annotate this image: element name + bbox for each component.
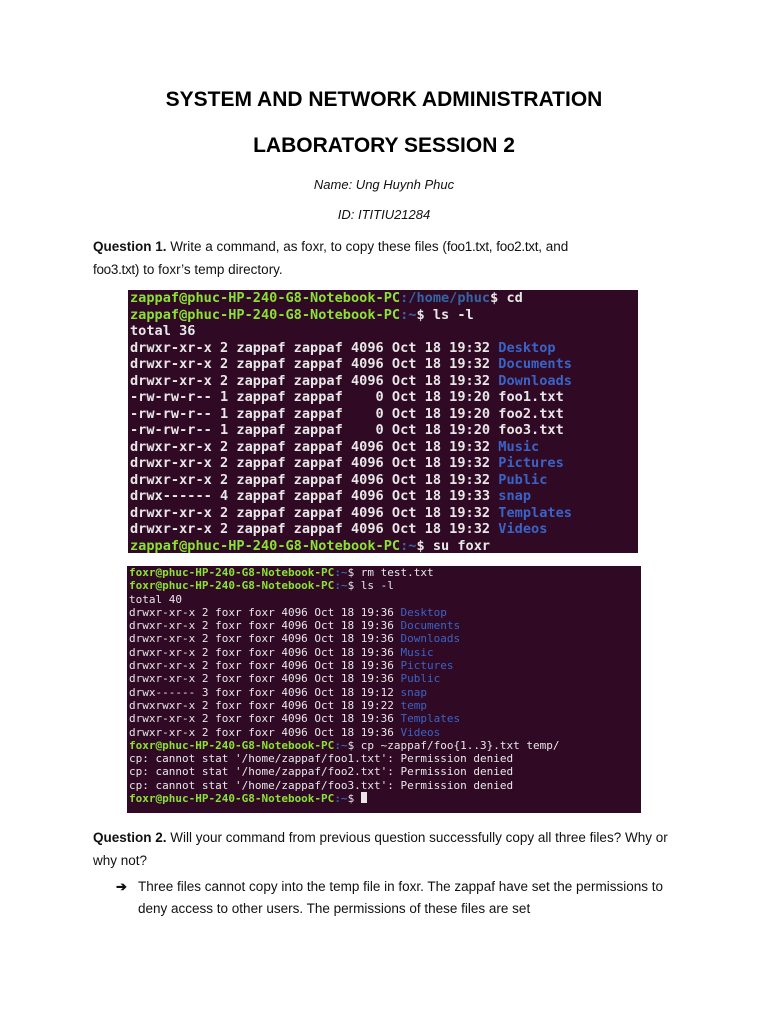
prompt-user: zappaf@phuc-HP-240-G8-Notebook-PC [130, 306, 401, 323]
terminal-line [127, 739, 641, 752]
prompt-user: foxr@phuc-HP-240-G8-Notebook-PC [129, 738, 335, 752]
terminal-line [127, 779, 641, 792]
listing-dir-name: Desktop [400, 605, 447, 619]
listing-dir-name: Documents [498, 356, 572, 372]
arrow-right-icon: ➔ [116, 879, 127, 894]
listing-attributes: drwxr-xr-x 2 zappaf zappaf 4096 Oct 18 19:32 [130, 521, 499, 537]
output-text: total 40 [129, 592, 182, 606]
prompt-path: :~ [334, 566, 348, 579]
output-text: total 36 [130, 323, 196, 339]
terminal-line [128, 455, 638, 472]
listing-attributes: drwxr-xr-x 2 foxr foxr 4096 Oct 18 19:36 [129, 632, 401, 646]
listing-dir-name: Music [400, 645, 434, 659]
terminal-line [128, 323, 638, 340]
listing-dir-name: snap [498, 488, 532, 504]
listing-attributes: drwxr-xr-x 2 foxr foxr 4096 Oct 18 19:36 [129, 672, 401, 686]
terminal-line [128, 505, 638, 522]
listing-dir-name: Videos [400, 725, 441, 739]
student-id: ID: ITITIU21284 [337, 207, 431, 222]
command-text: $ ls -l [416, 306, 474, 323]
terminal-screenshot-zappaf [128, 290, 638, 553]
listing-attributes: drwxr-xr-x 2 zappaf zappaf 4096 Oct 18 19:32 [130, 504, 499, 521]
prompt-user: foxr@phuc-HP-240-G8-Notebook-PC [129, 566, 335, 579]
listing-attributes: drwxr-xr-x 2 zappaf zappaf 4096 Oct 18 19:32 [130, 339, 499, 356]
prompt-user: foxr@phuc-HP-240-G8-Notebook-PC [129, 579, 335, 593]
document-subtitle: LABORATORY SESSION 2 [253, 134, 515, 157]
command-text: $ su foxr [416, 537, 491, 553]
listing-dir-name: Videos [498, 521, 548, 537]
terminal-line [127, 699, 641, 712]
terminal-line [127, 726, 641, 739]
prompt-user: zappaf@phuc-HP-240-G8-Notebook-PC [130, 537, 401, 553]
command-text: $ rm test.txt [347, 566, 434, 579]
terminal-line [128, 307, 638, 324]
question-1-sep1: , [488, 239, 497, 254]
prompt-path: :/home/phuc [400, 290, 491, 306]
listing-attributes: drwxr-xr-x 2 foxr foxr 4096 Oct 18 19:36 [129, 659, 401, 673]
listing-dir-name: Music [498, 438, 540, 455]
question-1-text-b: ) to foxr’s temp directory. [134, 262, 283, 277]
terminal-line [127, 659, 641, 672]
listing-file-name: foo2.txt [498, 405, 564, 422]
output-text: cp: cannot stat '/home/zappaf/foo3.txt': Permission denied [129, 778, 514, 792]
terminal-line [128, 340, 638, 357]
prompt-path: :~ [334, 792, 348, 806]
listing-dir-name: Templates [498, 504, 572, 521]
listing-attributes: -rw-rw-r-- 1 zappaf zappaf 0 Oct 18 19:20 [130, 405, 499, 422]
command-text: $ [347, 792, 361, 806]
student-name: Name: Ung Huynh Phuc [313, 177, 455, 192]
command-text: $ cd [490, 290, 523, 306]
terminal-line [127, 606, 641, 619]
listing-dir-name: Desktop [498, 339, 556, 356]
terminal-line [128, 488, 638, 505]
terminal-line [128, 439, 638, 456]
listing-attributes: drwxr-xr-x 2 foxr foxr 4096 Oct 18 19:36 [129, 725, 401, 739]
terminal-line [128, 389, 638, 406]
terminal-line [128, 472, 638, 489]
prompt-path: :~ [400, 537, 417, 553]
question-2 [93, 826, 683, 872]
question-2-label: Question 2. [93, 830, 167, 845]
answer-2-text: Three files cannot copy into the temp file in foxr. The zappaf have set the permissions to deny access to other users. The permissions of these files are set [138, 879, 664, 916]
listing-dir-name: Documents [400, 619, 461, 633]
file-name-foo3: foo3.txt [93, 262, 135, 277]
terminal-line [127, 579, 641, 592]
listing-attributes: drwxr-xr-x 2 zappaf zappaf 4096 Oct 18 19:32 [130, 438, 499, 455]
prompt-user: zappaf@phuc-HP-240-G8-Notebook-PC [130, 290, 401, 306]
listing-file-name: foo3.txt [498, 422, 564, 438]
output-text: cp: cannot stat '/home/zappaf/foo2.txt': Permission denied [129, 765, 514, 779]
terminal-line [128, 290, 638, 307]
prompt-user: foxr@phuc-HP-240-G8-Notebook-PC [129, 792, 335, 806]
terminal-line [128, 521, 638, 538]
file-name-foo2: foo2.txt [496, 239, 539, 254]
terminal-line [127, 566, 641, 579]
listing-attributes: drwx------ 3 foxr foxr 4096 Oct 18 19:12 [129, 685, 401, 699]
listing-attributes: -rw-rw-r-- 1 zappaf zappaf 0 Oct 18 19:20 [130, 389, 499, 405]
terminal-line [128, 406, 638, 423]
listing-attributes: drwxr-xr-x 2 zappaf zappaf 4096 Oct 18 19:32 [130, 471, 499, 488]
listing-dir-name: temp [400, 698, 428, 712]
prompt-path: :~ [334, 738, 348, 752]
listing-attributes: drwxr-xr-x 2 zappaf zappaf 4096 Oct 18 19:32 [130, 455, 499, 471]
terminal-line [127, 712, 641, 725]
question-1-text-a: Write a command, as foxr, to copy these files ( [166, 239, 447, 254]
listing-dir-name: Public [400, 672, 441, 686]
terminal-line [128, 373, 638, 390]
terminal-line [127, 593, 641, 606]
listing-attributes: drwxrwxr-x 2 foxr foxr 4096 Oct 18 19:22 [129, 698, 401, 712]
listing-attributes: drwxr-xr-x 2 foxr foxr 4096 Oct 18 19:36 [129, 619, 401, 633]
document-title: SYSTEM AND NETWORK ADMINISTRATION [165, 88, 603, 111]
terminal-line [127, 765, 641, 778]
answer-2 [116, 876, 676, 920]
terminal-line [127, 752, 641, 765]
prompt-path: :~ [400, 306, 417, 323]
listing-attributes: drwxr-xr-x 2 foxr foxr 4096 Oct 18 19:36 [129, 645, 401, 659]
terminal-line [127, 619, 641, 632]
file-name-foo1: foo1.txt [446, 239, 489, 254]
listing-dir-name: Templates [400, 712, 461, 726]
listing-dir-name: Downloads [498, 372, 572, 389]
listing-attributes: drwxr-xr-x 2 foxr foxr 4096 Oct 18 19:36 [129, 605, 401, 619]
terminal-line [128, 538, 638, 554]
question-1-label: Question 1. [93, 239, 167, 254]
terminal-screenshot-foxr [127, 566, 641, 813]
question-1 [93, 235, 683, 281]
prompt-path: :~ [334, 579, 348, 593]
terminal-line [127, 632, 641, 645]
listing-attributes: drwxr-xr-x 2 zappaf zappaf 4096 Oct 18 19:32 [130, 356, 499, 372]
terminal-cursor [361, 792, 367, 803]
listing-dir-name: Public [498, 471, 548, 488]
terminal-line [127, 792, 641, 805]
listing-attributes: drwxr-xr-x 2 zappaf zappaf 4096 Oct 18 19:32 [130, 372, 499, 389]
terminal-line [127, 646, 641, 659]
listing-dir-name: Pictures [400, 659, 454, 673]
listing-dir-name: snap [400, 685, 428, 699]
terminal-line [128, 356, 638, 373]
command-text: $ cp ~zappaf/foo{1..3}.txt temp/ [347, 738, 560, 752]
terminal-line [127, 672, 641, 685]
listing-dir-name: Pictures [498, 455, 564, 471]
command-text: $ ls -l [347, 579, 394, 593]
terminal-line [127, 686, 641, 699]
listing-attributes: -rw-rw-r-- 1 zappaf zappaf 0 Oct 18 19:20 [130, 422, 499, 438]
question-2-text: Will your command from previous question successfully copy all three files? Why or why not? [93, 830, 668, 868]
listing-file-name: foo1.txt [498, 389, 564, 405]
listing-attributes: drwxr-xr-x 2 foxr foxr 4096 Oct 18 19:36 [129, 712, 401, 726]
output-text: cp: cannot stat '/home/zappaf/foo1.txt': Permission denied [129, 752, 514, 766]
listing-dir-name: Downloads [400, 632, 461, 646]
question-1-sep2: , and [538, 239, 569, 254]
terminal-line [128, 422, 638, 439]
listing-attributes: drwx------ 4 zappaf zappaf 4096 Oct 18 19:33 [130, 488, 499, 504]
